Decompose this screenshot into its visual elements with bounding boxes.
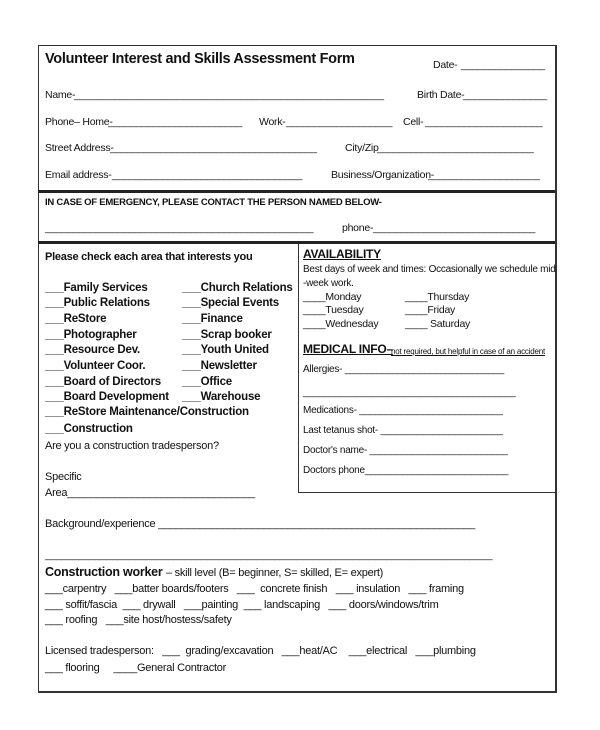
checkbox-finance[interactable]: ___Finance <box>182 313 243 325</box>
emergency-phone-label: phone- <box>342 222 374 234</box>
checkbox-resource-dev[interactable]: ___Resource Dev. <box>45 344 141 356</box>
phone-home-label: Phone– Home- <box>45 116 113 128</box>
name-field[interactable]: ______________________________________________________ <box>74 89 384 101</box>
checkbox-public-relations[interactable]: ___Public Relations <box>45 297 150 309</box>
city-zip-label: City/Zip <box>345 142 379 154</box>
allergies-field[interactable]: Allergies- ______________________________ <box>303 364 505 375</box>
checkbox-monday[interactable]: ____Monday <box>303 291 362 303</box>
checkbox-saturday[interactable]: ____ Saturday <box>405 318 471 330</box>
date-label: Date- <box>433 59 458 71</box>
checkbox-tuesday[interactable]: ____Tuesday <box>303 304 364 316</box>
tradesperson-question: Are you a construction tradesperson? <box>45 440 219 452</box>
checkbox-board-development[interactable]: ___Board Development <box>45 391 169 403</box>
checkbox-friday[interactable]: ____Friday <box>405 304 456 316</box>
checkbox-youth-united[interactable]: ___Youth United <box>182 344 269 356</box>
specific-label: Specific <box>45 471 82 483</box>
construction-skills-row[interactable]: ___ soffit/fascia ___ drywall ___painting ___ landscaping ___ doors/windows/trim <box>45 599 439 611</box>
section-divider <box>38 190 555 193</box>
cell-phone-field[interactable]: _____________________ <box>425 116 543 128</box>
date-field[interactable]: _______________ <box>461 59 545 71</box>
specific-area-field[interactable]: Area________________________________ <box>45 487 256 499</box>
form-title: Volunteer Interest and Skills Assessment Form <box>45 51 355 67</box>
business-label: Business/Organization- <box>331 169 435 181</box>
email-label: Email address- <box>45 169 112 181</box>
city-zip-field[interactable]: ____________________________ <box>377 142 534 154</box>
email-field[interactable]: __________________________________ <box>112 169 303 181</box>
birth-date-label: Birth Date- <box>417 89 465 101</box>
checkbox-thursday[interactable]: ____Thursday <box>405 291 470 303</box>
checkbox-wednesday[interactable]: ____Wednesday <box>303 318 379 330</box>
business-field[interactable]: ____________________ <box>428 169 540 181</box>
emergency-heading: IN CASE OF EMERGENCY, PLEASE CONTACT THE PERSON NAMED BELOW- <box>45 197 382 208</box>
checkbox-church-relations[interactable]: ___Church Relations <box>182 282 293 294</box>
street-address-field[interactable]: _____________________________________ <box>110 142 317 154</box>
licensed-trades-row[interactable]: ___ flooring ____General Contractor <box>45 662 227 674</box>
checkbox-construction[interactable]: ___Construction <box>45 423 133 435</box>
checkbox-board-of-directors[interactable]: ___Board of Directors <box>45 376 161 388</box>
medical-note: not required, but helpful in case of an accident <box>391 347 546 356</box>
construction-skills-row[interactable]: ___carpentry ___batter boards/footers ___ concrete finish ___ insulation ___ framing <box>45 583 464 595</box>
doctor-name-field[interactable]: Doctor's name- __________________________ <box>303 445 508 456</box>
work-phone-field[interactable]: ___________________ <box>286 116 393 128</box>
cell-label: Cell- <box>403 116 424 128</box>
construction-skills-row[interactable]: ___ roofing ___site host/hostess/safety <box>45 614 232 626</box>
tetanus-field[interactable]: Last tetanus shot- _______________________ <box>303 425 503 436</box>
availability-description-cont: -week work. <box>303 278 354 289</box>
checkbox-restore[interactable]: ___ReStore <box>45 313 107 325</box>
checkbox-restore-maintenance[interactable]: ___ReStore Maintenance/Construction <box>45 406 249 418</box>
construction-heading: Construction worker <box>45 565 163 579</box>
availability-description: Best days of week and times: Occasionally we schedule mid <box>303 264 556 275</box>
availability-heading: AVAILABILITY <box>303 247 381 261</box>
checkbox-photographer[interactable]: ___Photographer <box>45 329 137 341</box>
checkbox-office[interactable]: ___Office <box>182 376 232 388</box>
doctor-phone-field[interactable]: Doctors phone___________________________ <box>303 465 509 476</box>
checkbox-newsletter[interactable]: ___Newsletter <box>182 360 257 372</box>
phone-home-field[interactable]: ________________________ <box>108 116 243 128</box>
medical-heading: MEDICAL INFO– <box>303 342 393 356</box>
emergency-name-field[interactable]: ________________________________________________ <box>45 222 314 234</box>
checkbox-volunteer-coor[interactable]: ___Volunteer Coor. <box>45 360 146 372</box>
birth-date-field[interactable]: _______________ <box>463 89 547 101</box>
street-address-label: Street Address- <box>45 142 114 154</box>
checkbox-warehouse[interactable]: ___Warehouse <box>182 391 261 403</box>
interests-heading: Please check each area that interests you <box>45 251 253 263</box>
medications-field[interactable]: Medications- ___________________________ <box>303 405 503 416</box>
allergies-field-line2[interactable]: ________________________________________ <box>303 387 516 398</box>
checkbox-scrap-booker[interactable]: ___Scrap booker <box>182 329 272 341</box>
emergency-phone-field[interactable]: _____________________________ <box>373 222 536 234</box>
name-label: Name- <box>45 89 76 101</box>
checkbox-special-events[interactable]: ___Special Events <box>182 297 279 309</box>
work-label: Work- <box>259 116 286 128</box>
checkbox-family-services[interactable]: ___Family Services <box>45 282 148 294</box>
background-field-line2[interactable]: ________________________________________________________________________________ <box>45 549 493 561</box>
construction-subheading: – skill level (B= beginner, S= skilled, E= expert) <box>166 567 384 579</box>
licensed-trades-row[interactable]: Licensed tradesperson: ___ grading/excavation ___heat/AC ___electrical ___plumbing <box>45 645 476 657</box>
background-field[interactable]: Background/experience ______________________________________________________ <box>45 518 475 530</box>
